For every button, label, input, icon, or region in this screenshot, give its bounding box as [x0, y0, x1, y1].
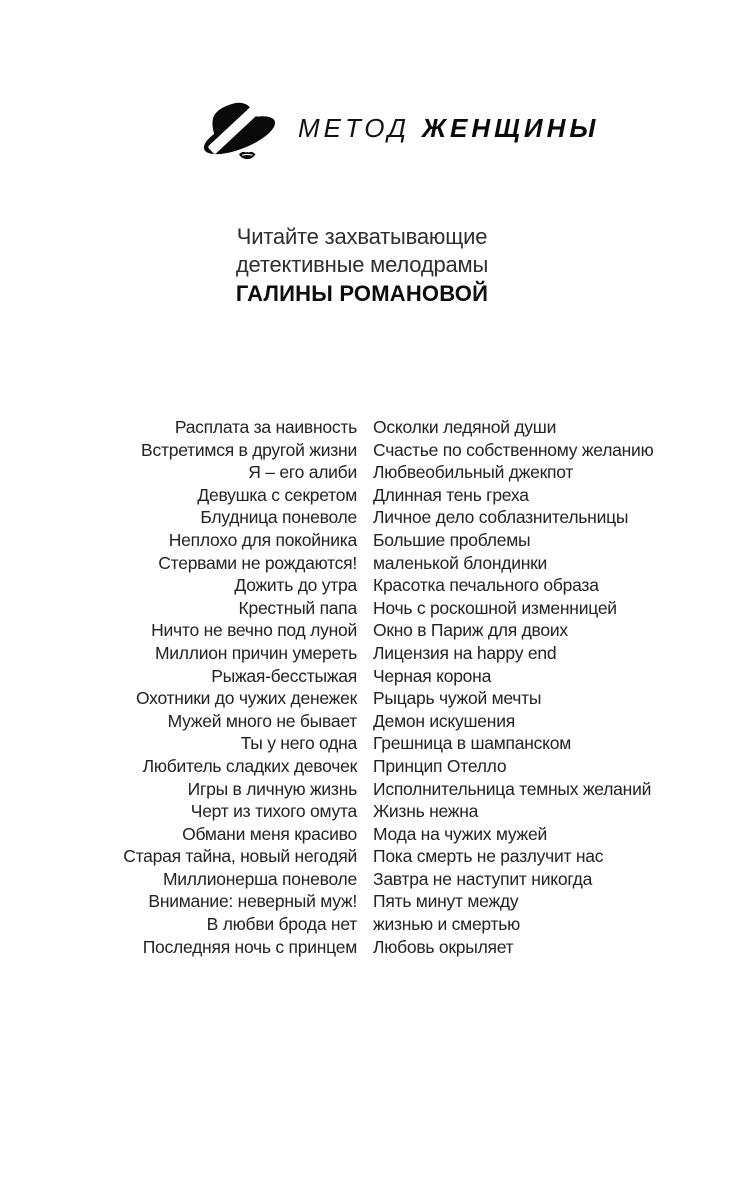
- book-title-right-column: Завтра не наступит никогда: [373, 868, 593, 889]
- book-title-left-column: Черт из тихого омута: [190, 801, 357, 822]
- book-title-right-column: Принцип Отелло: [373, 755, 507, 776]
- book-title-right-column: Счастье по собственному желанию: [373, 439, 654, 460]
- book-title-right-column: Осколки ледяной души: [373, 417, 557, 437]
- series-title-light: МЕТОД: [298, 113, 410, 143]
- book-title-left-column: Дожить до утра: [234, 575, 357, 596]
- promo-heading-line1: Читайте захватывающие: [236, 224, 488, 249]
- book-title-left-column: Расплата за наивность: [174, 417, 357, 437]
- book-title-left-column: Ты у него одна: [240, 733, 357, 754]
- book-title-left-column: Охотники до чужих денежек: [135, 688, 357, 709]
- book-title-left-column: Встретимся в другой жизни: [141, 439, 357, 460]
- book-title-left-column: Рыжая-бесстыжая: [211, 665, 357, 686]
- book-title-right-column: Грешница в шампанском: [373, 733, 572, 754]
- book-title-right-column: Любвеобильный джекпот: [373, 462, 574, 483]
- book-title-left-column: Игры в личную жизнь: [187, 778, 357, 799]
- book-title-left-column: Последняя ночь с принцем: [142, 936, 357, 957]
- book-title-left-column: Ничто не вечно под луной: [151, 620, 357, 641]
- author-name: ГАЛИНЫ РОМАНОВОЙ: [235, 281, 489, 306]
- book-title-left-column: Обмани меня красиво: [182, 823, 357, 844]
- book-title-right-column: Черная корона: [373, 665, 492, 686]
- womans-hat-and-lips-icon: [198, 98, 282, 169]
- book-title-right-column: Демон искушения: [373, 710, 515, 731]
- book-title-right-column: Личное дело соблазнительницы: [373, 507, 629, 528]
- book-title-left-column: Я – его алиби: [248, 462, 357, 483]
- book-title-left-column: Крестный папа: [238, 597, 357, 618]
- book-title-left-column: Миллион причин умереть: [154, 642, 357, 663]
- book-title-right-column: Пока смерть не разлучит нас: [373, 846, 604, 867]
- book-title-left-column: Старая тайна, новый негодяй: [123, 846, 357, 867]
- book-title-left-column: Миллионерша поневоле: [162, 868, 357, 889]
- promo-heading-line2: детективные мелодрамы: [235, 252, 489, 277]
- book-title-right-column: маленькой блондинки: [373, 552, 548, 573]
- book-title-right-column: Ночь с роскошной изменницей: [373, 597, 617, 618]
- series-brand: [198, 98, 599, 169]
- book-title-right-column: Пять минут между: [373, 891, 519, 912]
- series-title-bold: ЖЕНЩИНЫ: [421, 113, 600, 143]
- book-title-right-column: Рыцарь чужой мечты: [373, 688, 542, 709]
- book-title-right-column: Длинная тень греха: [373, 484, 529, 505]
- book-title-left-column: Любитель сладких девочек: [142, 755, 357, 776]
- book-title-left-column: Девушка с секретом: [197, 484, 357, 505]
- book-title-left-column: В любви брода нет: [206, 914, 357, 935]
- book-title-right-column: Лицензия на happy end: [373, 642, 557, 663]
- promo-heading: [0, 223, 724, 308]
- book-title-right-column: Большие проблемы: [373, 529, 531, 550]
- book-title-left-column: Стервами не рождаются!: [158, 552, 357, 573]
- book-title-right-column: Жизнь нежна: [373, 801, 479, 822]
- book-title-right-column: Красотка печального образа: [373, 575, 599, 596]
- book-title-right-column: Исполнительница темных желаний: [373, 778, 652, 799]
- book-title-right-column: Любовь окрыляет: [373, 936, 514, 957]
- series-title: [298, 113, 599, 144]
- book-title-right-column: жизнью и смертью: [373, 914, 521, 935]
- book-title-left-column: Внимание: неверный муж!: [148, 891, 357, 912]
- book-list: [0, 416, 738, 958]
- book-title-left-column: Мужей много не бывает: [167, 710, 357, 731]
- book-title-right-column: Окно в Париж для двоих: [373, 620, 568, 641]
- book-title-right-column: Мода на чужих мужей: [373, 823, 547, 844]
- book-title-left-column: Блудница поневоле: [200, 507, 357, 528]
- book-title-left-column: Неплохо для покойника: [168, 529, 357, 550]
